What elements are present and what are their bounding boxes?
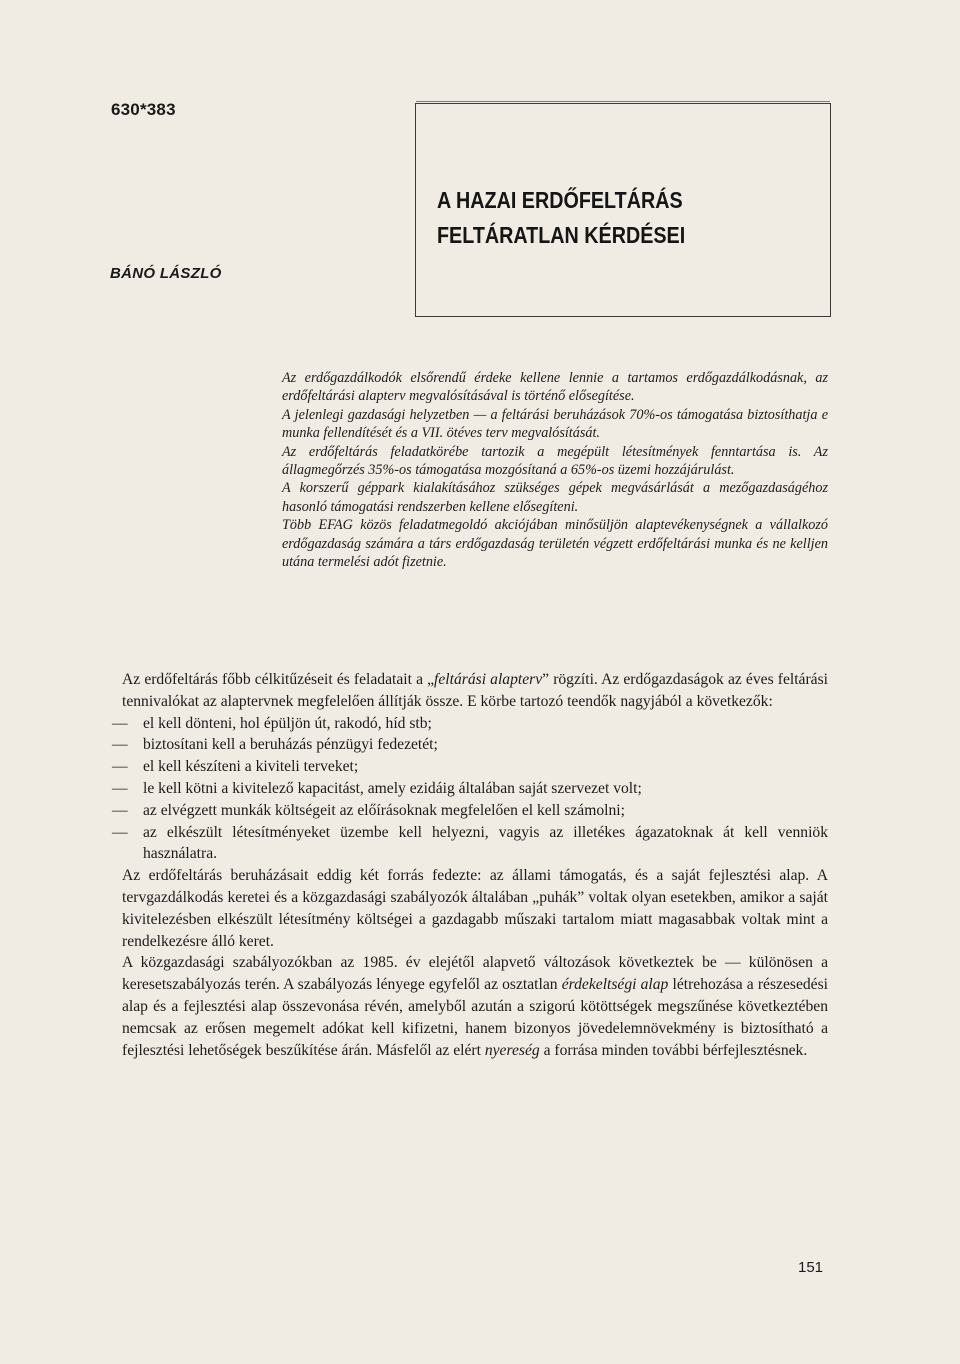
- list-item-text: le kell kötni a kivitelező kapacitást, amely ezidáig általában saját szervezet volt;: [143, 779, 642, 797]
- regulation-text-end: a forrása minden további bérfejlesztésnek.: [539, 1041, 808, 1059]
- paragraph-funding: Az erdőfeltárás beruházásait eddig két forrás fedezte: az állami támogatás, és a saját fejlesztési alap. A tervgazdálkodás keretei és a közgazdasági szabályozók általában „puhák” voltak olyan esetekben, amikor a saját kivitelezésben elkészült létesítmény költségei a gazdagabb műszaki tartalom miatt magasabbak voltak mint a rendelkezésre álló keret.: [122, 867, 828, 950]
- abstract-paragraph: Az erdőfeltárás feladatkörébe tartozik a megépült létesítmények fenntartása is. Az állagmegőrzés 35%-os támogatása mozgósítaná a 65%-os üzemi hozzájárulást.: [282, 443, 828, 479]
- intro-emphasis: feltárási alapterv: [434, 671, 543, 688]
- title-line-2: FELTÁRATLAN KÉRDÉSEI: [437, 222, 686, 248]
- list-item: [112, 756, 828, 778]
- paragraph-regulation: [122, 952, 828, 1061]
- page-code: 630*383: [111, 100, 176, 119]
- list-item-text: az elkészült létesítményeket üzembe kell helyezni, vagyis az illetékes ágazatoknak át kell venniök használatra.: [143, 823, 828, 863]
- dash-marker: —: [112, 714, 128, 732]
- dash-marker: —: [112, 779, 128, 797]
- regulation-emphasis-1: érdekeltségi alap: [561, 976, 669, 994]
- list-item: [112, 800, 828, 822]
- list-item: [112, 734, 828, 756]
- intro-text-end: ” rögzíti. Az erdőgazdaságok az éves feltárási tennivalókat az alaptervnek megfelelően állítják össze. E körbe tartozó teendők nagyjából a következők:: [122, 671, 828, 710]
- abstract-paragraph: Több EFAG közös feladatmegoldó akciójában minősüljön alaptevékenységnek a vállalkozó erdőgazdaság számára a társ erdőgazdaság területén végzett erdőfeltárási munka és ne kelljen utána termelési adót fizetnie.: [282, 517, 828, 571]
- intro-text: Az erdőfeltárás főbb célkitűzéseit és feladatait a „: [122, 671, 435, 688]
- body-text: [112, 669, 828, 1061]
- article-title: [437, 183, 685, 253]
- list-item: [112, 713, 828, 735]
- list-item-text: el kell készíteni a kiviteli terveket;: [143, 758, 359, 776]
- dash-marker: —: [112, 736, 128, 754]
- regulation-text: A közgazdasági szabályozókban az 1985. év elejétől alapvető változások következtek be — különösen a keresetszabályozás terén. A szabályozás lényege egyfelől az osztatlan: [122, 954, 828, 994]
- page-number: 151: [798, 1259, 824, 1276]
- dash-marker: —: [112, 801, 128, 819]
- dash-marker: —: [112, 823, 128, 841]
- regulation-emphasis-2: nyereség: [484, 1041, 540, 1059]
- list-item: [112, 778, 828, 800]
- abstract-paragraph: A korszerű géppark kialakításához szükséges gépek megvásárlását a mezőgazdaságéhoz hasonló támogatási rendszerben kellene elősegíteni.: [282, 480, 828, 515]
- abstract-paragraph: A jelenlegi gazdasági helyzetben — a feltárási beruházások 70%-os támogatása biztosíthatja e munka fellendítését és a VII. ötéves terv megvalósítását.: [282, 406, 828, 442]
- regulation-text-mid: létrehozása a részesedési alap és a fejlesztési alap összevonása révén, amelyből azután a szigorú kötöttségek megszűnése következtében nemcsak az erősen megemelt adókat kell kifizetni, hanem bizonyos jövedelemnövekmény is biztosítható a fejlesztési lehetőségek beszűkítése árán. Másfelől az elért: [122, 976, 828, 1059]
- list-item-text: az elvégzett munkák költségeit az előírásoknak megfelelően el kell számolni;: [143, 801, 625, 819]
- abstract: [282, 369, 828, 571]
- list-item: [112, 822, 828, 866]
- author-name: BÁNÓ LÁSZLÓ: [110, 265, 222, 282]
- list-item-text: biztosítani kell a beruházás pénzügyi fedezetét;: [143, 736, 438, 754]
- intro-paragraph: [122, 669, 828, 713]
- abstract-paragraph: Az erdőgazdálkodók elsőrendű érdeke kellene lennie a tartamos erdőgazdálkodásnak, az erdőfeltárási alapterv megvalósításával is történő elősegítése.: [282, 370, 828, 405]
- title-line-1: A HAZAI ERDŐFELTÁRÁS: [437, 187, 683, 213]
- list-item-text: el kell dönteni, hol épüljön út, rakodó, híd stb;: [143, 714, 432, 732]
- dash-marker: —: [112, 758, 128, 776]
